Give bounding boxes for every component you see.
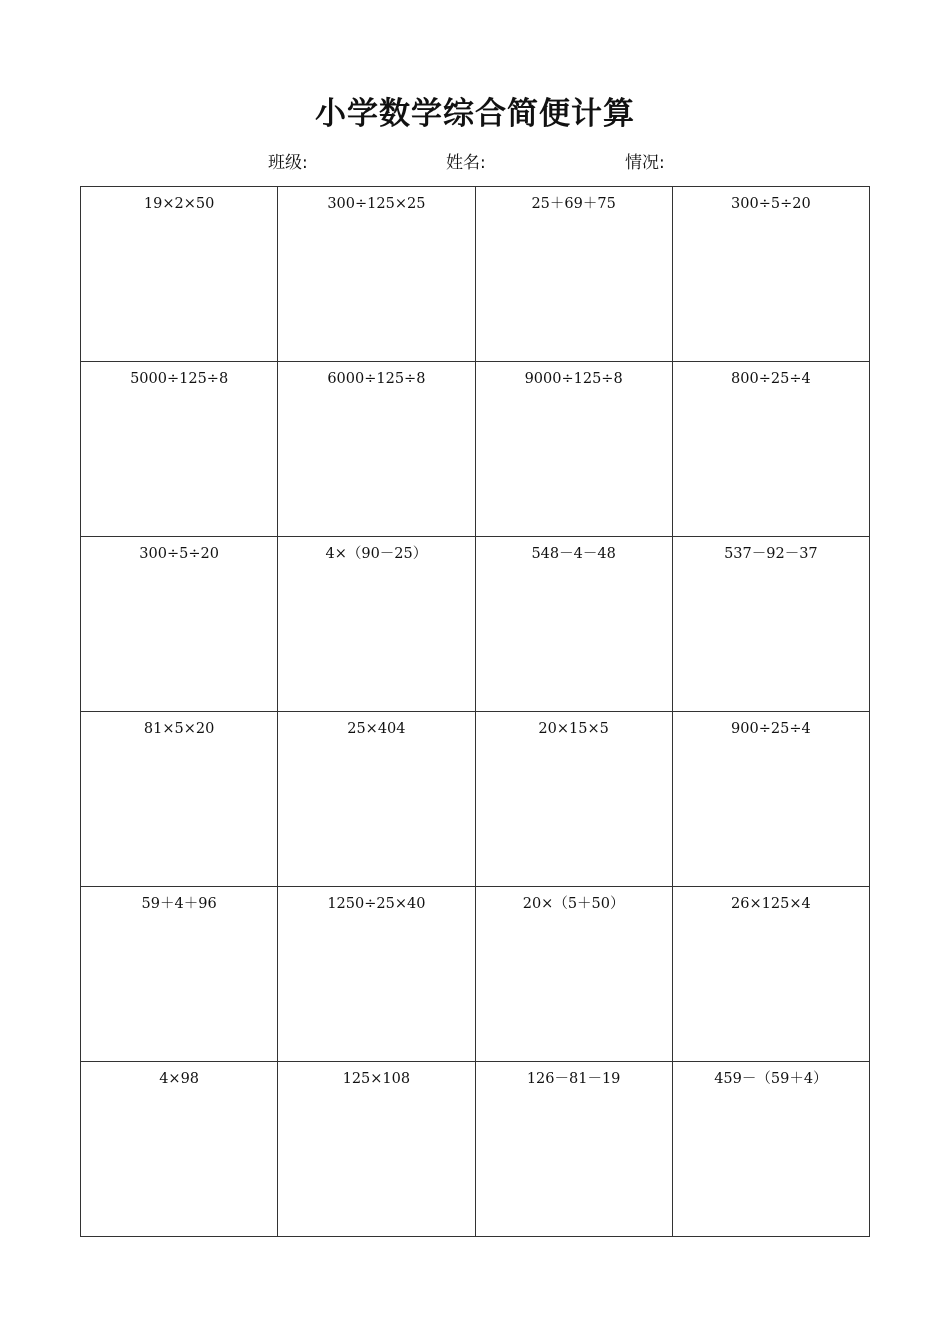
problem-cell xyxy=(81,187,278,362)
problem-expression: 25×404 xyxy=(347,721,406,737)
problem-expression: 4×（90－25） xyxy=(325,546,428,562)
problem-cell xyxy=(81,712,278,887)
problem-cell xyxy=(81,1062,278,1237)
problem-expression: 25＋69＋75 xyxy=(531,196,616,212)
problem-expression: 4×98 xyxy=(159,1071,200,1087)
problem-row xyxy=(81,712,870,887)
problem-cell xyxy=(475,887,672,1062)
problem-cell xyxy=(475,712,672,887)
problem-cell xyxy=(672,887,869,1062)
status-label: 情况: xyxy=(625,153,665,173)
problem-cell xyxy=(475,1062,672,1237)
problem-expression: 81×5×20 xyxy=(143,721,215,737)
problem-cell xyxy=(278,187,475,362)
problem-cell xyxy=(672,537,869,712)
problem-row xyxy=(81,187,870,362)
problem-expression: 125×108 xyxy=(342,1071,411,1087)
name-label: 姓名: xyxy=(446,153,486,173)
problem-cell xyxy=(278,1062,475,1237)
problem-cell xyxy=(278,887,475,1062)
problem-expression: 5000÷125÷8 xyxy=(130,371,229,387)
problem-row xyxy=(81,887,870,1062)
problem-expression: 300÷125×25 xyxy=(327,196,426,212)
problem-expression: 537－92－37 xyxy=(724,546,818,562)
problem-expression: 20×15×5 xyxy=(538,721,609,737)
problem-cell xyxy=(81,887,278,1062)
problem-row xyxy=(81,362,870,537)
problem-cell xyxy=(672,1062,869,1237)
problem-grid xyxy=(80,186,870,1237)
problem-expression: 59＋4＋96 xyxy=(141,896,217,912)
problem-cell xyxy=(475,362,672,537)
problem-row xyxy=(81,537,870,712)
problem-expression: 9000÷125÷8 xyxy=(524,371,623,387)
worksheet-title: 小学数学综合简便计算 xyxy=(315,96,635,132)
problem-cell xyxy=(672,362,869,537)
problem-expression: 548－4－48 xyxy=(531,546,616,562)
problem-cell xyxy=(81,362,278,537)
class-label: 班级: xyxy=(268,153,308,173)
problem-cell xyxy=(672,712,869,887)
problem-expression: 800÷25÷4 xyxy=(731,371,811,387)
problem-expression: 126－81－19 xyxy=(526,1071,621,1087)
problem-expression: 300÷5÷20 xyxy=(731,196,811,212)
problem-expression: 26×125×4 xyxy=(731,896,811,912)
problem-row xyxy=(81,1062,870,1237)
problem-expression: 459－（59＋4） xyxy=(714,1071,828,1087)
problem-expression: 900÷25÷4 xyxy=(731,721,811,737)
problem-expression: 300÷5÷20 xyxy=(139,546,219,562)
problem-cell xyxy=(278,712,475,887)
problem-expression: 20×（5＋50） xyxy=(522,896,625,912)
problem-cell xyxy=(672,187,869,362)
problem-cell xyxy=(278,537,475,712)
problem-cell xyxy=(475,187,672,362)
problem-expression: 6000÷125÷8 xyxy=(327,371,426,387)
student-info-row xyxy=(0,150,950,176)
problem-expression: 1250÷25×40 xyxy=(327,896,426,912)
problem-cell xyxy=(278,362,475,537)
problem-cell xyxy=(81,537,278,712)
problem-cell xyxy=(475,537,672,712)
problem-expression: 19×2×50 xyxy=(143,196,215,212)
